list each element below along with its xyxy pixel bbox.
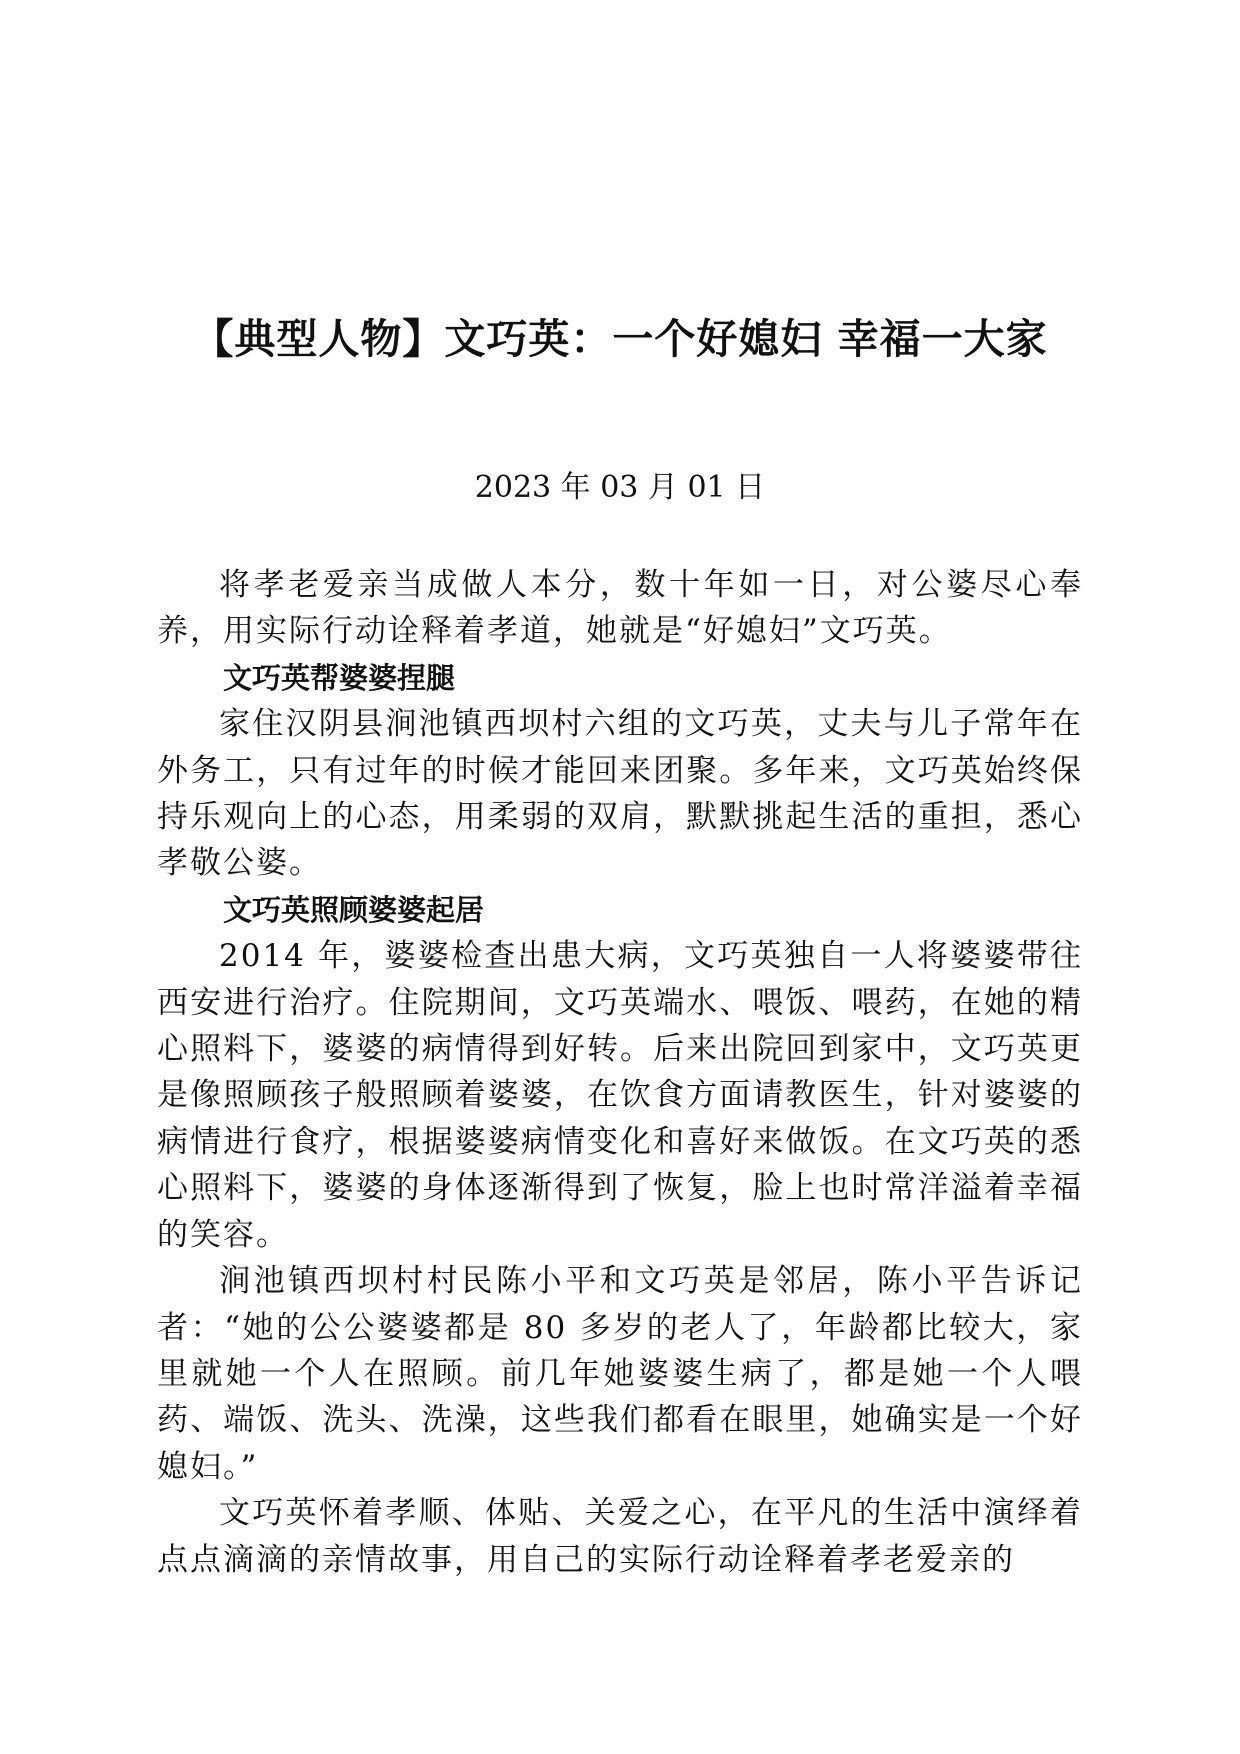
paragraph-illness: 2014 年，婆婆检查出患大病，文巧英独自一人将婆婆带往西安进行治疗。住院期间，文巧英端水、喂饭、喂药，在她的精心照料下，婆婆的病情得到好转。后来出院回到家中，文巧英更是像照顾孩子般照顾着婆婆，在饮食方面请教医生，针对婆婆的病情进行食疗，根据婆婆病情变化和喜好来做饭。在文巧英的悉心照料下，婆婆的身体逐渐得到了恢复，脸上也时常洋溢着幸福的笑容。 xyxy=(157,938,1083,1253)
subheading-2: 文巧英照顾婆婆起居 xyxy=(223,892,485,927)
paragraph-intro: 将孝老爱亲当成做人本分，数十年如一日，对公婆尽心奉养，用实际行动诠释着孝道，她就是“好媳妇”文巧英。 xyxy=(157,567,1083,650)
article-date: 2023 年 03 月 01 日 xyxy=(474,470,766,505)
article-title: 【典型人物】文巧英：一个好媳妇 幸福一大家 xyxy=(192,315,1048,363)
subheading-1: 文巧英帮婆婆捏腿 xyxy=(223,660,456,695)
paragraph-conclusion: 文巧英怀着孝顺、体贴、关爱之心，在平凡的生活中演绎着点点滴滴的亲情故事，用自己的实际行动诠释着孝老爱亲的 xyxy=(157,1495,1083,1578)
article-body xyxy=(157,562,1083,1583)
paragraph-family: 家住汉阴县涧池镇西坝村六组的文巧英，丈夫与儿子常年在外务工，只有过年的时候才能回来团聚。多年来，文巧英始终保持乐观向上的心态，用柔弱的双肩，默默挑起生活的重担，悉心孝敬公婆。 xyxy=(157,706,1083,882)
document-page xyxy=(157,0,1083,1754)
paragraph-neighbor-quote: 涧池镇西坝村村民陈小平和文巧英是邻居，陈小平告诉记者：“她的公公婆婆都是 80 多岁的老人了，年龄都比较大，家里就她一个人在照顾。前几年她婆婆生病了，都是她一个人喂药、端饭、洗头、洗澡，这些我们都看在眼里，她确实是一个好媳妇。” xyxy=(157,1263,1083,1485)
